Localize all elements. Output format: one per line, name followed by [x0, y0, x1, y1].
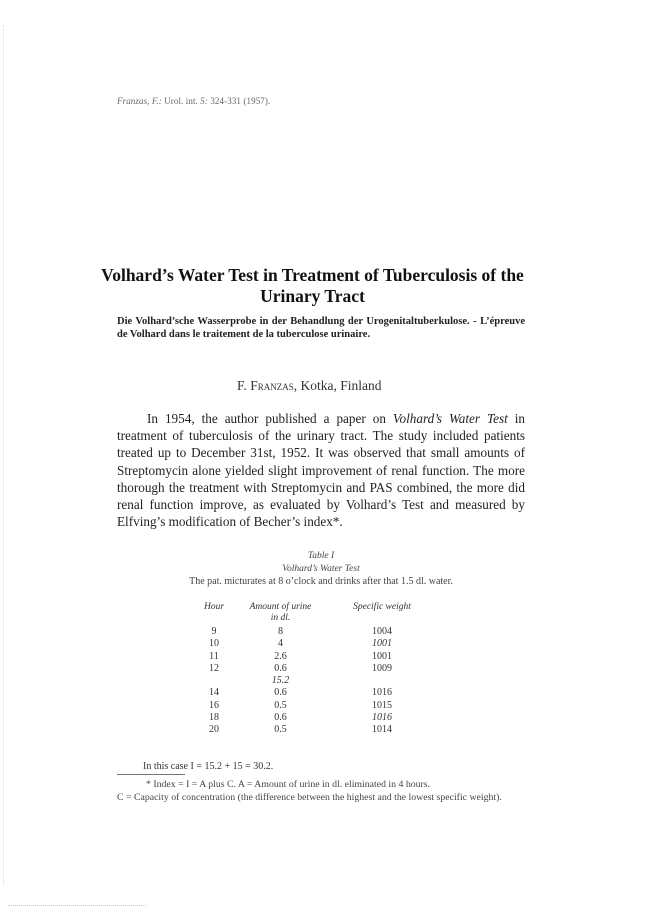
cell-hour: 11 [209, 650, 219, 662]
table-row [195, 700, 436, 712]
cell-amount: 2.6 [274, 650, 287, 662]
article-subtitle: Die Volhard’sche Wasserprobe in der Behandlung der Urogenitaltuberkulose. - L’épreuve de Volhard dans le traitement de la tuberculose urinaire. [117, 316, 525, 340]
author-initial: F. [237, 378, 247, 393]
cell-weight: 1014 [372, 724, 392, 736]
footnote [117, 779, 525, 805]
author-location: , Kotka, Finland [293, 378, 382, 393]
cell-amount: 0.6 [274, 687, 287, 699]
citation-volume: 5: [200, 96, 208, 106]
table-subtotal-row [195, 675, 436, 687]
citation-year: (1957). [243, 96, 271, 106]
header-hour: Hour [203, 602, 225, 612]
article-title: Volhard’s Water Test in Treatment of Tuberculosis of the Urinary Tract [101, 265, 524, 306]
water-test-table [195, 602, 436, 737]
footnote-line-2: C = Capacity of concentration (the difference between the highest and the lowest specific weight). [117, 791, 502, 803]
cell-weight: 1001 [372, 638, 392, 650]
scan-edge-left [3, 25, 4, 885]
table-label: Table I [307, 551, 335, 561]
table-title: Volhard’s Water Test [282, 564, 360, 574]
body-paragraph [117, 410, 525, 530]
author-surname: Franzas [250, 378, 294, 393]
cell-amount: 8 [278, 626, 283, 637]
header-weight: Specific weight [353, 602, 411, 612]
cell-hour: 18 [209, 712, 219, 724]
citation-header [117, 96, 270, 106]
table-row [195, 687, 436, 699]
cell-amount: 4 [278, 638, 283, 650]
body-text-italic: Volhard’s Water Test [392, 411, 508, 426]
table-row [195, 651, 436, 663]
citation-pages: 324-331 [210, 96, 242, 106]
cell-weight: 1009 [372, 662, 392, 674]
cell-subtotal: 15.2 [271, 675, 290, 687]
cell-amount: 0.5 [274, 699, 287, 711]
cell-hour: 14 [209, 687, 219, 699]
header-amount-label: Amount of urine [249, 602, 312, 612]
cell-hour: 9 [211, 626, 217, 637]
body-text-part1: In 1954, the author published a paper on [147, 411, 393, 426]
citation-journal: Urol. int. [164, 96, 198, 106]
cell-weight: 1016 [372, 712, 392, 724]
cell-amount: 0.6 [274, 662, 287, 674]
footnote-divider [117, 774, 185, 775]
cell-hour: 16 [209, 699, 219, 711]
header-amount-unit: in dl. [270, 613, 291, 623]
table-header-row [195, 602, 436, 626]
cell-weight [328, 675, 436, 687]
citation-author: Franzas, F.: [117, 96, 162, 106]
footnote-line-1: * Index = I = A plus C. A = Amount of urine in dl. eliminated in 4 hours. [146, 779, 431, 790]
cell-weight: 1015 [372, 699, 392, 711]
table-row [195, 626, 436, 638]
cell-hour: 12 [209, 662, 219, 674]
table-row [195, 638, 436, 650]
cell-amount: 0.6 [274, 712, 287, 724]
cell-weight: 1001 [372, 650, 392, 662]
case-calculation: In this case I = 15.2 + 15 = 30.2. [143, 761, 274, 772]
table-row [195, 663, 436, 675]
table-row [195, 724, 436, 736]
cell-weight: 1004 [372, 626, 392, 637]
scan-edge-bottom [8, 905, 146, 906]
author-byline [117, 378, 525, 394]
cell-amount: 0.5 [274, 724, 287, 736]
body-text-part2: in treatment of tuberculosis of the urinary tract. The study included patients treated up to December 31st, 1952. It was observed that small amounts of Streptomycin alone yielded slight improvement of renal function. The more thorough the treatment with Streptomycin and PAS combined, the more did renal function improve, as evaluated by Volhard’s Test and measured by Elfving’s modification of Becher’s index*. [117, 411, 525, 530]
cell-hour: 20 [209, 724, 219, 736]
header-amount [233, 602, 328, 626]
cell-weight: 1016 [372, 687, 392, 699]
cell-hour [195, 675, 233, 687]
table-caption: The pat. micturates at 8 o’clock and drinks after that 1.5 dl. water. [189, 576, 453, 587]
table-row [195, 712, 436, 724]
cell-hour: 10 [209, 638, 219, 650]
